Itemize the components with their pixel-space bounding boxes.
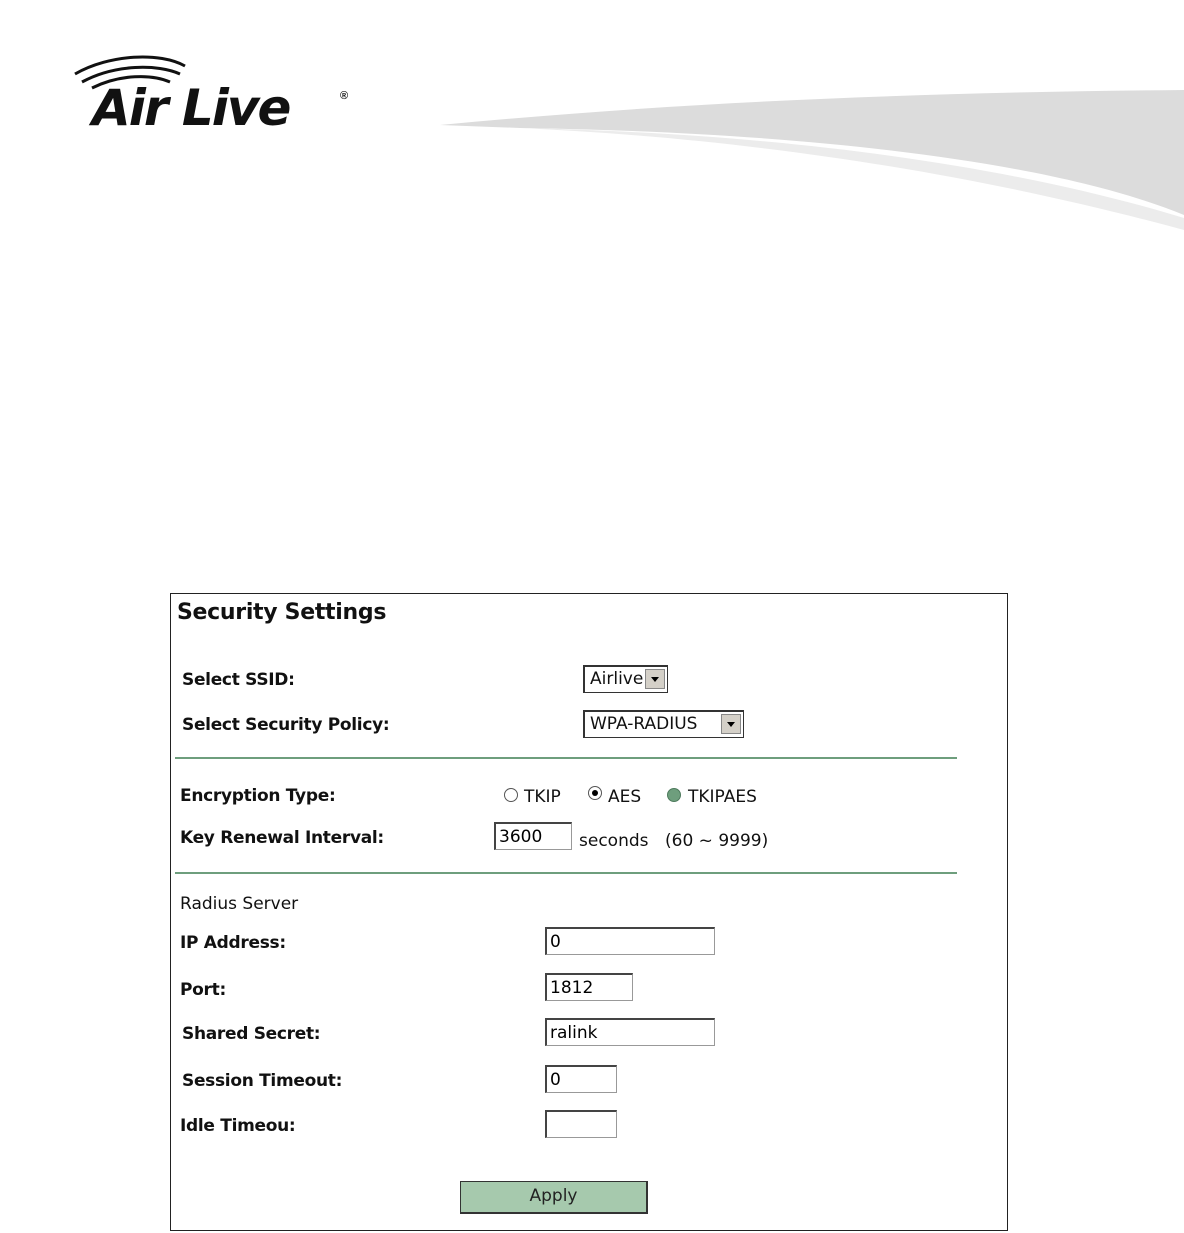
session-timeout-input[interactable] [545, 1065, 617, 1093]
ssid-label: Select SSID: [182, 670, 295, 690]
shared-secret-input[interactable] [545, 1018, 715, 1046]
security-policy-label: Select Security Policy: [182, 715, 390, 735]
ssid-select[interactable] [583, 665, 668, 693]
ssid-select-value: Airlive [590, 669, 644, 689]
ip-address-label: IP Address: [180, 933, 286, 953]
idle-timeout-input[interactable] [545, 1110, 617, 1138]
tkipaes-radio [667, 788, 681, 802]
key-renewal-unit: seconds [579, 831, 649, 851]
key-renewal-label: Key Renewal Interval: [180, 828, 384, 848]
tkip-radio[interactable] [504, 788, 518, 802]
ip-address-input[interactable] [545, 927, 715, 955]
port-label: Port: [180, 980, 226, 1000]
page-title: Security Settings [177, 600, 387, 625]
security-policy-select[interactable] [583, 710, 744, 738]
divider [175, 757, 957, 759]
tkip-radio-label: TKIP [524, 787, 561, 807]
divider [175, 872, 957, 874]
key-renewal-range: (60 ~ 9999) [665, 831, 769, 851]
idle-timeout-label: Idle Timeou: [180, 1116, 296, 1136]
encryption-type-label: Encryption Type: [180, 786, 336, 806]
logo-wordmark: Air Live [92, 79, 290, 137]
airlive-logo [70, 52, 370, 142]
chevron-down-icon[interactable] [721, 714, 741, 734]
aes-radio[interactable] [588, 786, 602, 800]
key-renewal-input[interactable] [494, 822, 572, 850]
security-settings-panel [170, 593, 1008, 1231]
apply-button[interactable]: Apply [460, 1181, 648, 1214]
chevron-down-icon[interactable] [645, 669, 665, 689]
radius-server-heading: Radius Server [180, 894, 299, 914]
security-policy-select-value: WPA-RADIUS [590, 714, 698, 734]
registered-mark: ® [340, 90, 349, 102]
tkipaes-radio-label: TKIPAES [688, 787, 757, 807]
session-timeout-label: Session Timeout: [182, 1071, 343, 1091]
shared-secret-label: Shared Secret: [182, 1024, 321, 1044]
port-input[interactable] [545, 973, 633, 1001]
aes-radio-label: AES [608, 787, 642, 807]
